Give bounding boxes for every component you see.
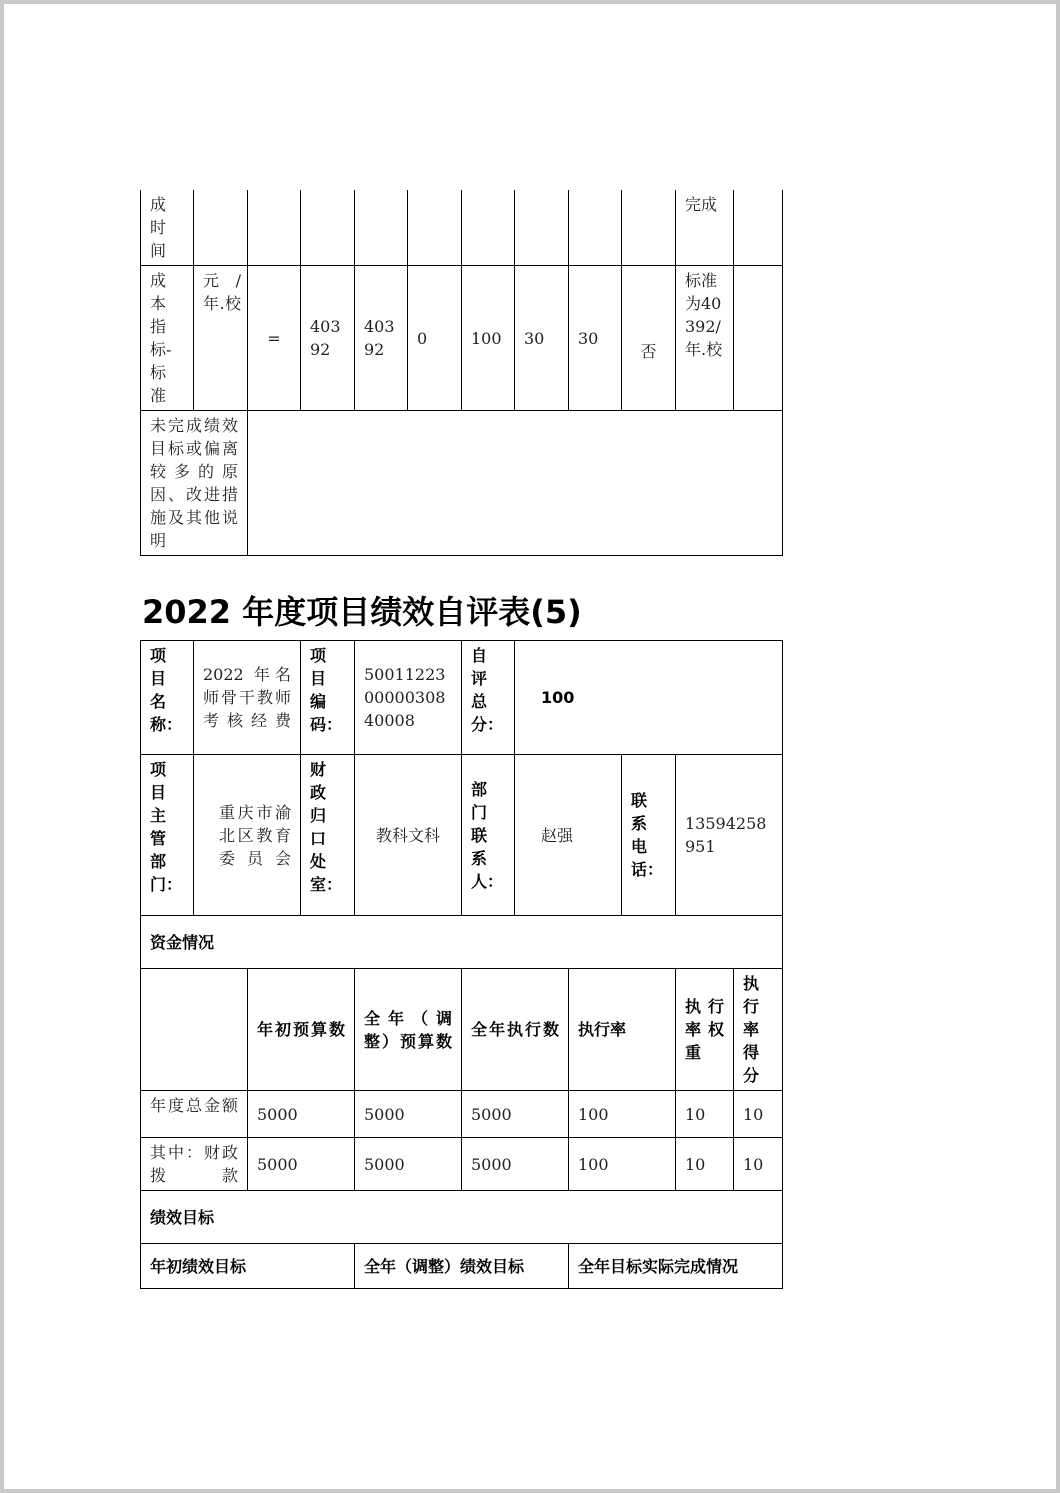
funds-rate-value: 100	[569, 1091, 676, 1138]
funds-section-row	[141, 916, 783, 969]
reason-value	[248, 411, 783, 556]
funds-header-executed: 全年执行数	[471, 1020, 559, 1039]
indicator-unit-cost: 元/年.校	[203, 271, 241, 313]
indicator-rate-cost: 100	[462, 266, 515, 411]
indicator-actual-cost: 40392	[355, 266, 408, 411]
contact-value: 赵强	[515, 755, 622, 916]
funds-header-score: 执行率得分	[743, 974, 760, 1085]
finance-office-label: 财政归口处室：	[310, 760, 343, 894]
phone-value: 13594258951	[676, 755, 783, 916]
indicator-flag-cost: 否	[622, 266, 676, 411]
funds-header-adjusted: 全年（调整）预算数	[364, 1008, 452, 1051]
funds-initial-value: 5000	[248, 1138, 355, 1191]
performance-self-evaluation-table	[140, 640, 783, 1289]
project-code-label: 项目编码：	[310, 646, 343, 734]
indicator-deviation-cost: 0	[408, 266, 462, 411]
self-score-label: 自评总分：	[471, 646, 504, 734]
phone-label: 联系电话：	[631, 791, 664, 879]
funds-adjusted-value: 5000	[355, 1138, 462, 1191]
funds-row-total	[141, 1091, 783, 1138]
funds-section-title: 资金情况	[141, 916, 783, 969]
previous-indicator-table	[140, 190, 783, 556]
funds-score-value: 10	[734, 1138, 783, 1191]
funds-header-initial: 年初预算数	[257, 1020, 345, 1039]
indicator-operator-cost: =	[248, 266, 301, 411]
funds-score-value: 10	[734, 1091, 783, 1138]
funds-rate-value: 100	[569, 1138, 676, 1191]
indicator-row-time	[141, 190, 783, 266]
indicator-target-cost: 40392	[301, 266, 355, 411]
indicator-note-time: 完成	[676, 190, 734, 266]
indicator-name-time: 成时间	[150, 195, 167, 260]
self-score-value: 100	[515, 641, 783, 755]
finance-office-value: 教科文科	[355, 755, 462, 916]
funds-row-label: 年度总金额	[150, 1096, 238, 1115]
funds-weight-value: 10	[676, 1138, 734, 1191]
contact-label: 部门联系人：	[471, 779, 504, 891]
reason-row	[141, 411, 783, 556]
goals-section-title: 绩效目标	[141, 1191, 783, 1244]
reason-label: 未完成绩效目标或偏离较多的原因、改进措施及其他说明	[150, 416, 238, 550]
project-info-row	[141, 641, 783, 755]
indicator-row-cost	[141, 266, 783, 411]
page-title: 2022 年度项目绩效自评表(5)	[142, 593, 582, 631]
funds-executed-value: 5000	[462, 1091, 569, 1138]
goals-header-adjusted: 全年（调整）绩效目标	[355, 1244, 569, 1289]
funds-header-blank	[141, 969, 248, 1091]
goals-header-actual: 全年目标实际完成情况	[569, 1244, 783, 1289]
dept-value: 重庆市渝北区教育委员会	[219, 802, 291, 868]
dept-label: 项目主管部门：	[150, 760, 183, 894]
project-name-label: 项目名称：	[150, 646, 183, 734]
funds-header-weight: 执行率权重	[685, 997, 724, 1062]
indicator-name-cost: 成本指标-标准	[150, 271, 172, 405]
goals-section-row	[141, 1191, 783, 1244]
funds-executed-value: 5000	[462, 1138, 569, 1191]
funds-header-row	[141, 969, 783, 1091]
indicator-note-cost: 标准为40392/年.校	[685, 271, 723, 359]
project-code-value: 500112230000030840008	[355, 641, 462, 755]
funds-row-fiscal	[141, 1138, 783, 1191]
funds-header-rate: 执行率	[569, 969, 676, 1091]
goals-header-row	[141, 1244, 783, 1289]
funds-adjusted-value: 5000	[355, 1091, 462, 1138]
funds-weight-value: 10	[676, 1091, 734, 1138]
funds-initial-value: 5000	[248, 1091, 355, 1138]
project-dept-row	[141, 755, 783, 916]
indicator-score-cost: 30	[569, 266, 622, 411]
indicator-weight-cost: 30	[515, 266, 569, 411]
funds-row-label: 其中：财政拨款	[150, 1143, 238, 1185]
goals-header-initial: 年初绩效目标	[141, 1244, 355, 1289]
project-name-value: 2022 年名师骨干教师考核经费	[203, 665, 291, 730]
